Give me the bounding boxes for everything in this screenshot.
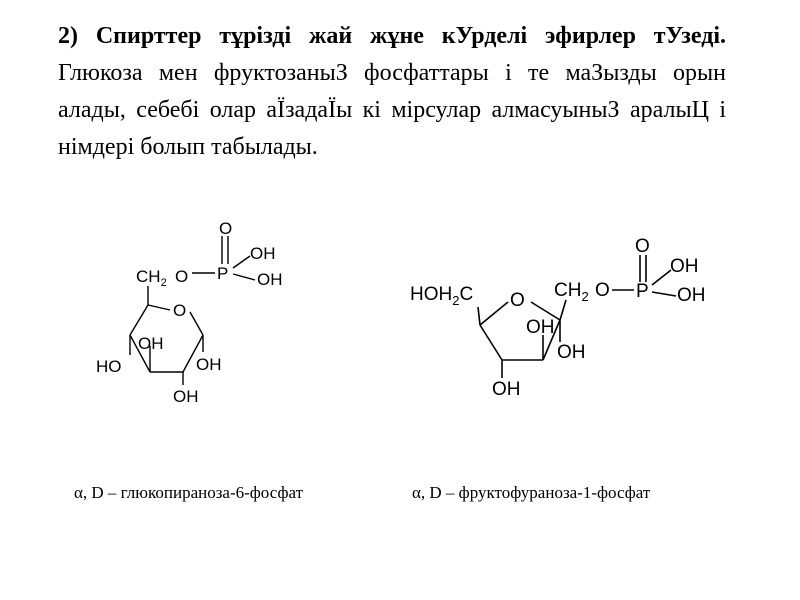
glucose-caption: α, D – глюкопираноза-6-фосфат <box>74 483 304 502</box>
glucose-oh-bottom-label: OH <box>173 387 199 406</box>
fructose-sub2b-text: 2 <box>581 289 589 304</box>
fructose-ch-text: CH <box>554 280 582 301</box>
fructose-o-link-label: O <box>595 280 610 301</box>
glucose-ho-label: HO <box>96 357 122 376</box>
fructose-o-top-label: O <box>635 236 650 257</box>
glucose-oh-p2-label: OH <box>257 270 283 289</box>
fructose-oh-right-label: OH <box>557 342 586 363</box>
fructose-ring-o-label: O <box>510 290 525 311</box>
paragraph-bold-heading: 2) Спирттер тұрізді жай жұне кУрделі эфирлер тУзеді. <box>58 23 726 49</box>
fructose-c1-bond <box>560 300 566 320</box>
glucose-o-link-label: O <box>175 267 189 286</box>
fructose-ch2-label <box>554 280 589 304</box>
fructose-c6-bond <box>478 307 480 325</box>
fructose-p-oh1-bond <box>652 270 671 285</box>
glucose-sub2-text: 2 <box>160 277 167 289</box>
glucose-o-top-label: O <box>219 219 233 238</box>
fructose-oh-p2-label: OH <box>677 285 706 306</box>
glucose-ring-bond <box>190 312 203 335</box>
glucose-p-oh2-bond <box>233 274 255 280</box>
fructose-p-oh2-bond <box>652 292 676 296</box>
glucose-ring-bond <box>130 305 148 335</box>
fructose-oh-bottom-label: OH <box>492 379 521 400</box>
fructose-ring-bond <box>480 325 502 360</box>
fructose-oh-p1-label: OH <box>670 256 699 277</box>
glucose-oh-inner-label: OH <box>138 334 164 353</box>
fructose-oh-inner-label: OH <box>526 317 555 338</box>
glucose-labels <box>96 219 283 406</box>
glucose-ring-o-label: O <box>173 301 187 320</box>
glucose-oh-right-label: OH <box>196 355 222 374</box>
glucose-oh-p1-label: OH <box>250 244 276 263</box>
glucose-6-phosphate-structure <box>130 236 255 385</box>
glucose-p-oh1-bond <box>233 256 250 268</box>
fructose-hoh2c-label <box>410 284 473 308</box>
fructose-hoh-text: HOH <box>410 284 453 305</box>
fructose-p-label: P <box>636 281 649 302</box>
glucose-ring-bond <box>148 305 170 310</box>
glucose-p-label: P <box>217 264 229 283</box>
glucose-ch-text: CH <box>136 267 161 286</box>
glucose-ch2-label <box>136 267 167 289</box>
fructose-caption: α, D – фруктофураноза-1-фосфат <box>412 483 651 502</box>
fructose-sub2a-text: 2 <box>452 293 460 308</box>
fructose-c-text: C <box>459 284 474 305</box>
paragraph-body: Глюкоза мен фруктозаныЗ фосфаттары і те маЗызды орын алады, себебі олар аЇзадаЇы кі мірсулар алмасуыныЗ аралыЦ і німдері болып табылады. <box>58 60 726 160</box>
fructose-ring-bond <box>480 302 508 325</box>
